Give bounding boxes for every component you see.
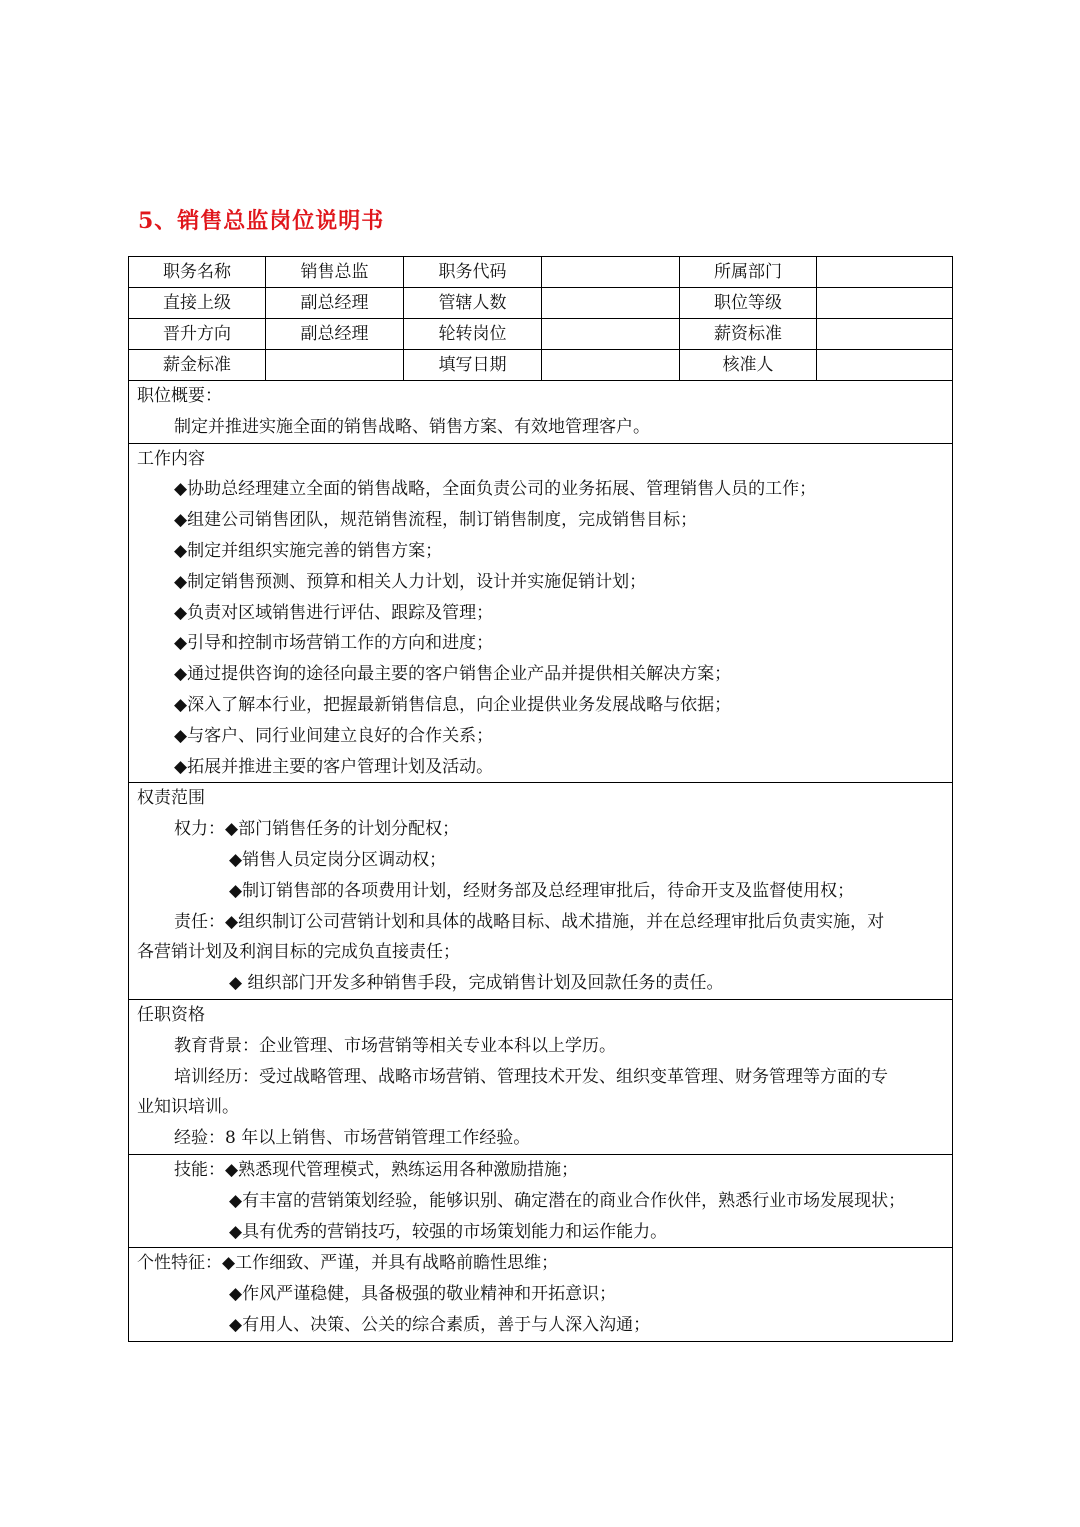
work-item: ◆负责对区域销售进行评估、跟踪及管理； — [174, 602, 494, 623]
header-cell: 轮转岗位 — [404, 319, 542, 350]
personality-item: ◆工作细致、严谨，并具有战略前瞻性思维； — [222, 1253, 559, 1274]
skills-item: ◆熟悉现代管理模式，熟练运用各种激励措施； — [225, 1159, 579, 1180]
work-section — [129, 444, 952, 784]
personality-line — [137, 1248, 944, 1279]
header-cell: 所属部门 — [680, 257, 817, 288]
experience-text: 经验：8 年以上销售、市场营销管理工作经验。 — [174, 1128, 531, 1149]
power-label: 权力： — [174, 819, 225, 840]
header-cell — [817, 319, 952, 350]
power-line — [137, 814, 944, 845]
work-item: ◆深入了解本行业，把握最新销售信息，向企业提供业务发展战略与依据； — [174, 694, 732, 715]
duty-item-continued: 各营销计划及利润目标的完成负直接责任； — [137, 942, 460, 963]
work-item: ◆引导和控制市场营销工作的方向和进度； — [174, 633, 494, 654]
skills-section — [129, 1155, 952, 1248]
header-cell — [542, 319, 680, 350]
header-cell: 填写日期 — [404, 350, 542, 381]
personality-section — [129, 1248, 952, 1340]
header-cell: 直接上级 — [129, 288, 266, 319]
header-cell: 销售总监 — [266, 257, 404, 288]
header-cell: 薪金标准 — [129, 350, 266, 381]
duty-label: 责任： — [174, 911, 225, 932]
power-item: ◆销售人员定岗分区调动权； — [229, 849, 447, 870]
training-text: 培训经历：受过战略管理、战略市场营销、管理技术开发、组织变革管理、财务管理等方面的专 — [174, 1066, 888, 1087]
overview-label: 职位概要： — [137, 386, 222, 406]
header-cell — [817, 288, 952, 319]
header-cell: 管辖人数 — [404, 288, 542, 319]
personality-item: ◆作风严谨稳健，具备极强的敬业精神和开拓意识； — [229, 1284, 617, 1305]
work-item: ◆组建公司销售团队，规范销售流程，制订销售制度，完成销售目标； — [174, 510, 698, 531]
work-item: ◆通过提供咨询的途径向最主要的客户销售企业产品并提供相关解决方案； — [174, 664, 732, 685]
work-label: 工作内容 — [137, 448, 205, 469]
skills-label: 技能： — [174, 1159, 225, 1180]
personality-item: ◆有用人、决策、公关的综合素质，善于与人深入沟通； — [229, 1314, 651, 1335]
header-cell: 职位等级 — [680, 288, 817, 319]
training-text-continued: 业知识培训。 — [137, 1097, 239, 1118]
header-cell: 副总经理 — [266, 319, 404, 350]
header-cell — [542, 257, 680, 288]
page-title: 5、销售总监岗位说明书 — [138, 208, 385, 234]
qualification-section — [129, 1000, 952, 1155]
header-cell — [542, 288, 680, 319]
header-cell — [542, 350, 680, 381]
header-cell — [817, 257, 952, 288]
duty-item: ◆组织制订公司营销计划和具体的战略目标、战术措施，并在总经理审批后负责实施，对 — [225, 911, 885, 932]
header-cell: 晋升方向 — [129, 319, 266, 350]
header-cell: 职务名称 — [129, 257, 266, 288]
duty-item: ◆ 组织部门开发多种销售手段，完成销售计划及回款任务的责任。 — [229, 973, 724, 994]
overview-text: 制定并推进实施全面的销售战略、销售方案、有效地管理客户。 — [174, 416, 650, 437]
personality-label: 个性特征： — [137, 1253, 222, 1274]
work-item: ◆与客户、同行业间建立良好的合作关系； — [174, 725, 494, 746]
job-description-table — [128, 256, 953, 1342]
overview-section — [129, 381, 952, 444]
authority-section — [129, 783, 952, 1000]
header-cell: 职务代码 — [404, 257, 542, 288]
authority-label: 权责范围 — [137, 788, 205, 809]
education-text: 教育背景：企业管理、市场营销等相关专业本科以上学历。 — [174, 1035, 616, 1056]
power-item: ◆制订销售部的各项费用计划，经财务部及总经理审批后，待命开支及监督使用权； — [229, 880, 855, 901]
header-cell — [266, 350, 404, 381]
skills-item: ◆有丰富的营销策划经验，能够识别、确定潜在的商业合作伙伴，熟悉行业市场发展现状； — [229, 1190, 906, 1211]
header-cell — [817, 350, 952, 381]
work-item: ◆协助总经理建立全面的销售战略，全面负责公司的业务拓展、管理销售人员的工作； — [174, 479, 817, 500]
header-grid — [129, 257, 952, 381]
skills-item: ◆具有优秀的营销技巧，较强的市场策划能力和运作能力。 — [229, 1221, 668, 1242]
skills-line — [137, 1155, 944, 1186]
work-item: ◆制定销售预测、预算和相关人力计划，设计并实施促销计划； — [174, 571, 647, 592]
power-item: ◆部门销售任务的计划分配权； — [225, 819, 460, 840]
header-cell: 薪资标准 — [680, 319, 817, 350]
duty-line — [137, 907, 944, 938]
header-cell: 核准人 — [680, 350, 817, 381]
qualification-label: 任职资格 — [137, 1004, 205, 1025]
header-cell: 副总经理 — [266, 288, 404, 319]
work-item: ◆制定并组织实施完善的销售方案； — [174, 540, 443, 561]
work-item: ◆拓展并推进主要的客户管理计划及活动。 — [174, 756, 494, 777]
